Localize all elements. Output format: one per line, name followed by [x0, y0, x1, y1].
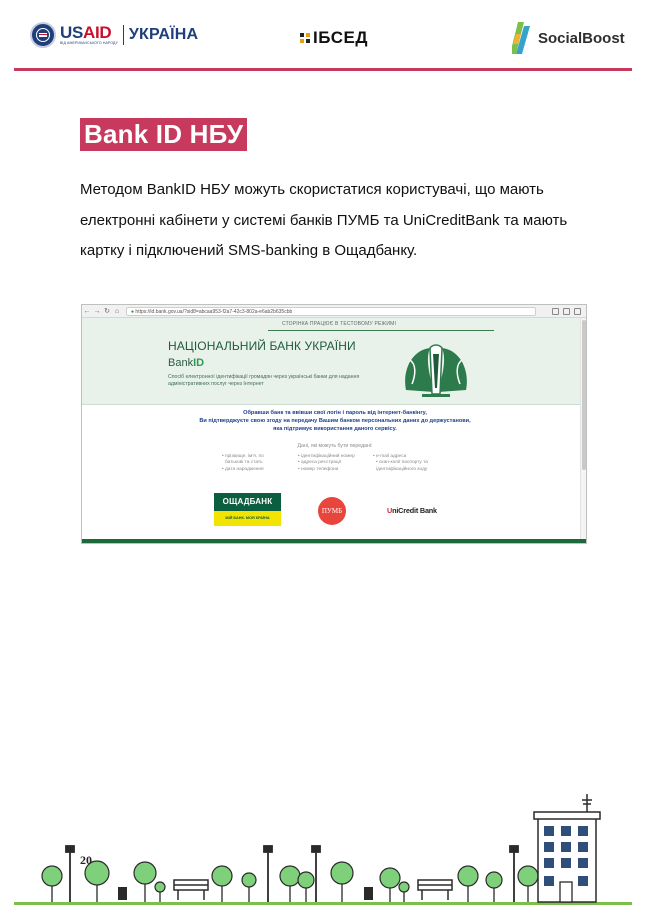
nbu-emblem-icon — [400, 340, 472, 400]
socialboost-text: SocialBoost — [538, 29, 625, 47]
usaid-logo — [30, 22, 198, 48]
menu-icon — [574, 308, 581, 315]
bankid-screenshot — [81, 304, 587, 544]
back-icon: ← — [83, 307, 91, 315]
scrollbar-thumb — [582, 320, 586, 470]
lock-icon: ● — [131, 308, 135, 315]
nbu-description: Спосіб електронної ідентифікації громадян через українські банки для надання адміністративних послуг через Інтернет — [168, 374, 360, 387]
address-bar — [126, 307, 536, 316]
home-icon: ⌂ — [114, 307, 120, 315]
header-divider — [14, 68, 632, 71]
unicredit-button[interactable]: UniCredit Bank — [387, 506, 437, 515]
data-list-heading: Дані, які можуть бути передані: — [297, 443, 373, 449]
toolbar-icons — [552, 308, 586, 315]
screenshot-footer-bar — [82, 539, 586, 543]
data-column-2: • ідентифікаційний номер • адреса реєстрації • номер телефона — [298, 454, 355, 472]
reload-icon: ↻ — [104, 308, 110, 315]
nbu-banner — [82, 318, 586, 405]
bookmark-icon — [563, 308, 570, 315]
footer-park-illustration — [0, 790, 645, 913]
ibsed-dots-icon — [300, 33, 310, 43]
bank-choice-prompt: Обравши банк та ввівши свої логін і пароль від інтернет-банкінгу, Ви підтверджуєте свою згоду на передачу Вашим банком персональних даних до держустанови, яка підтримує використання даного сервісу. — [199, 410, 471, 433]
oschadbank-name: ОЩАДБАНК — [214, 493, 281, 511]
page-header — [0, 0, 645, 72]
test-note-underline — [268, 330, 494, 331]
usaid-subtitle: ВІД АМЕРИКАНСЬКОГО НАРОДУ — [60, 41, 118, 45]
socialboost-stripes-icon — [512, 22, 532, 54]
usaid-country: УКРАЇНА — [128, 26, 199, 43]
oschadbank-slogan: МІЙ БАНК. МОЯ КРАЇНА — [214, 511, 281, 526]
ibsed-text: ІБСЕД — [313, 28, 368, 47]
extension-icon — [552, 308, 559, 315]
test-mode-note: СТОРІНКА ПРАЦЮЄ В ТЕСТОВОМУ РЕЖИМІ — [282, 321, 397, 327]
body-paragraph: Методом BankID НБУ можуть скористатися користувачі, що мають електронні кабінети у системі банків ПУМБ та UniCreditBank та мають картку і підключений SMS-banking в Ощадбанку. — [80, 181, 568, 259]
usaid-seal-icon — [30, 22, 56, 48]
scrollbar — [580, 318, 586, 541]
data-column-3: • e-mail адреса • скан-копії паспорту та ідентифікаційного коду — [373, 454, 428, 472]
ibsed-logo — [300, 28, 368, 48]
forward-icon: → — [93, 307, 101, 315]
bankid-logo: BankID — [168, 357, 205, 369]
nbu-title: НАЦІОНАЛЬНИЙ БАНК УКРАЇНИ — [168, 339, 356, 353]
section-title-text: Bank ID НБУ — [84, 119, 244, 149]
section-title — [80, 118, 247, 151]
address-url: https://id.bank.gov.ua/?sid8=abcaa953-f2a7-42c3-802a-e6ab2b635cbb — [135, 308, 293, 315]
usaid-us: US — [60, 23, 84, 42]
socialboost-logo — [512, 22, 625, 54]
usaid-aid: AID — [83, 23, 112, 42]
browser-toolbar — [82, 305, 586, 318]
page-number: 20 — [80, 853, 92, 867]
pumb-button[interactable]: ПУМБ — [318, 497, 346, 525]
data-column-1: • прізвище, ім'я, по батькові та стать • дата народження — [222, 454, 264, 472]
oschadbank-button[interactable] — [214, 493, 281, 526]
logo-divider — [123, 25, 124, 45]
